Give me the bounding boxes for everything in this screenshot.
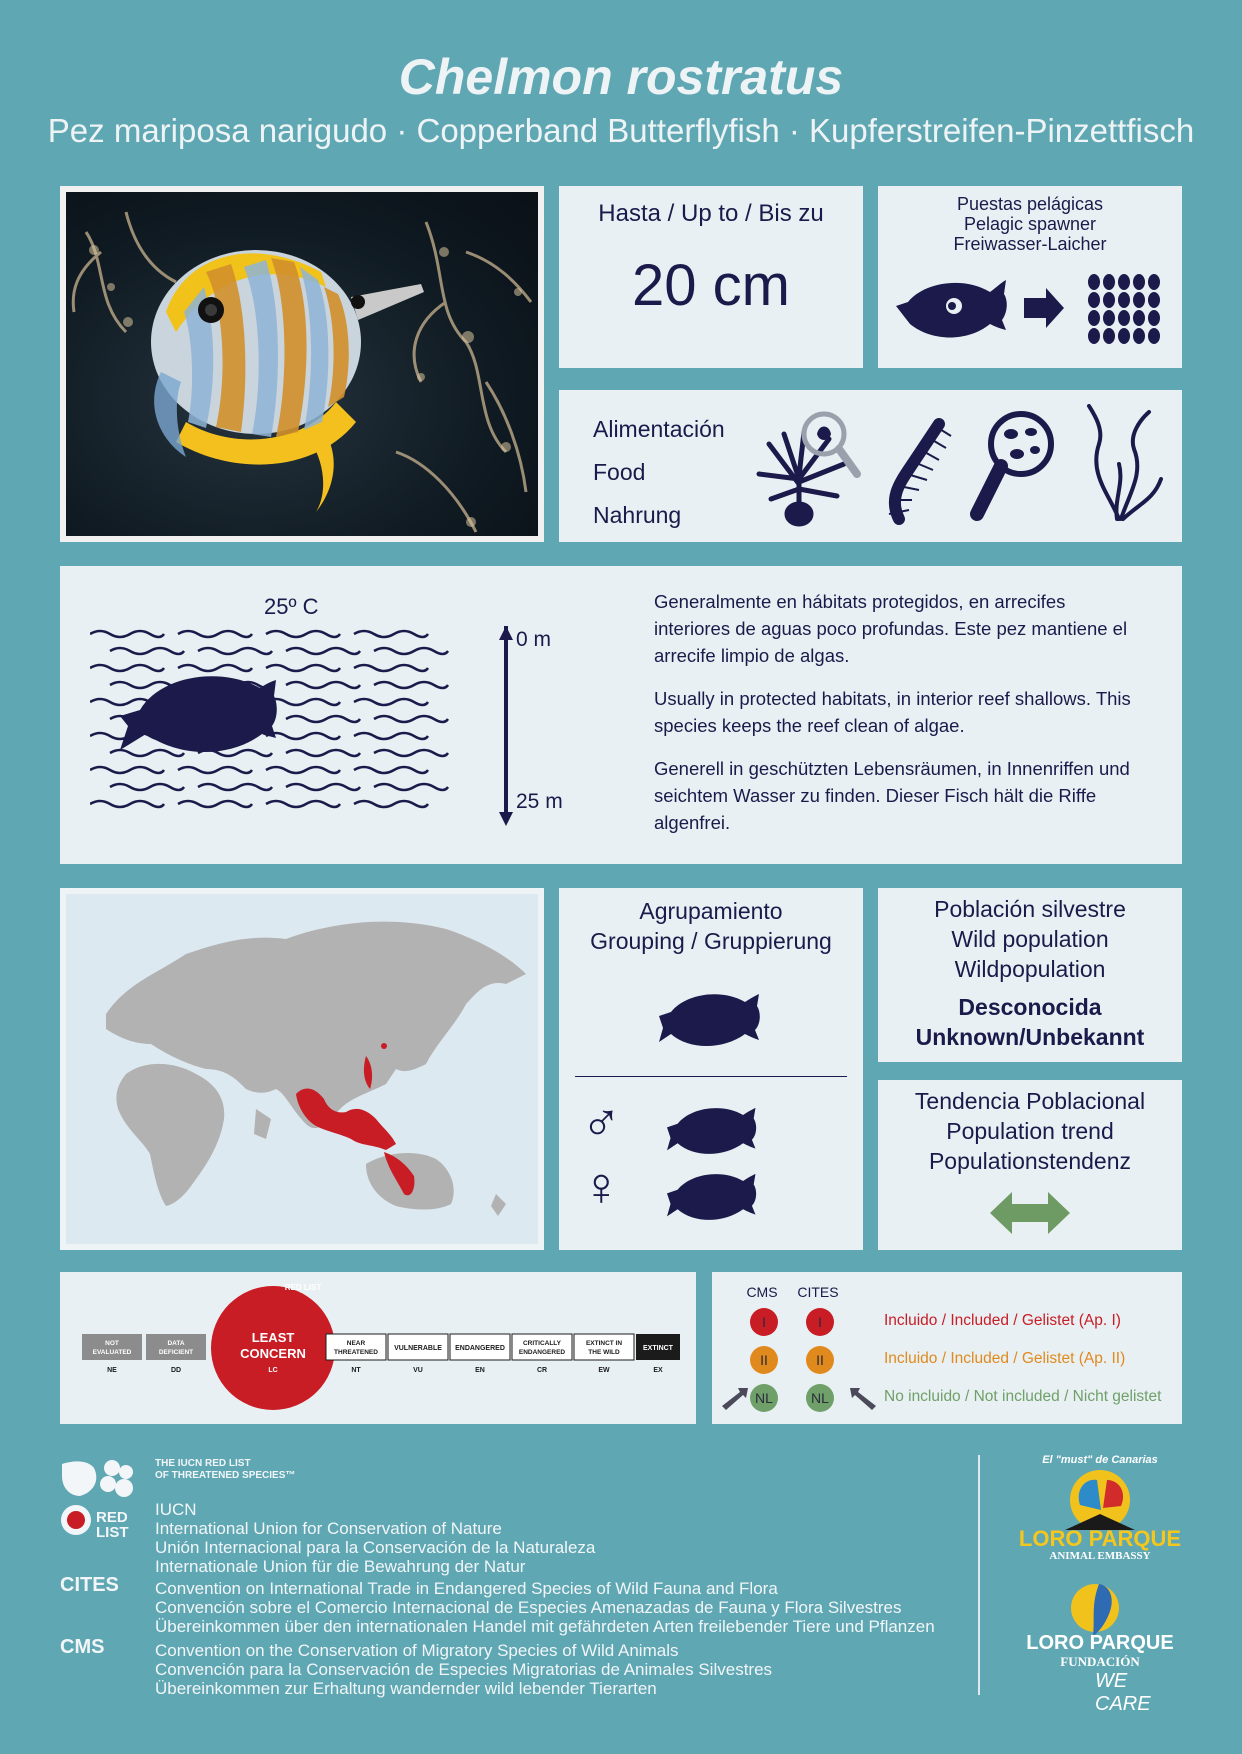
female-symbol: ♀: [581, 1157, 622, 1217]
stable-trend-double-arrow-icon: [990, 1190, 1070, 1236]
wave-line: [90, 631, 428, 637]
loro-parque-tagline: El "must" de Canarias: [1042, 1454, 1158, 1466]
depth-bottom: 25 m: [516, 790, 563, 813]
wave-line: [90, 767, 428, 773]
reproduction-line-de: Freiwasser-Laicher: [953, 234, 1107, 254]
water-temperature: 25º C: [264, 594, 319, 619]
cms-column-label: CMS: [746, 1284, 778, 1300]
food-label-de: Nahrung: [593, 502, 682, 528]
red-list-current-label: LEAST: [251, 1330, 295, 1345]
red-list-category-label: VULNERABLE: [394, 1345, 442, 1352]
red-list-current-code: LC: [268, 1367, 278, 1374]
cites-status-circle: II: [806, 1346, 834, 1374]
red-list-category-code: NT: [351, 1367, 361, 1374]
food-panel: [559, 390, 1182, 542]
male-fish-icon: [667, 1102, 759, 1158]
conventions-panel: [712, 1272, 1182, 1424]
food-icons: [749, 404, 1169, 529]
red-list-category-label: NOT: [105, 1340, 119, 1347]
red-list-category-code: EN: [475, 1367, 485, 1374]
worm-icon: [889, 424, 951, 519]
red-list-category-dd: [146, 1334, 206, 1360]
distribution-map-panel: [60, 888, 544, 1250]
redlist-title-line2: OF THREATENED SPECIES™: [155, 1470, 296, 1481]
red-list-category-cr: [512, 1334, 572, 1360]
wave-line: [110, 648, 448, 654]
wild-population-status-es: Desconocida: [958, 994, 1102, 1020]
grouping-label-es: Agrupamiento: [639, 898, 783, 924]
red-list-category-label: ENDANGERED: [518, 1349, 566, 1356]
red-list-category-code: EX: [653, 1367, 663, 1374]
red-list-category-label: DATA: [167, 1340, 185, 1347]
red-list-category-label: THE WILD: [588, 1349, 620, 1356]
grouping-panel: [559, 888, 863, 1250]
footer-divider: [978, 1455, 980, 1695]
copperband-butterflyfish-image: [66, 192, 538, 536]
common-names: Pez mariposa narigudo · Copperband Butterflyfish · Kupferstreifen-Pinzettfisch: [47, 112, 1195, 149]
wave-line: [110, 682, 448, 688]
cms-selection-arrow-icon: [720, 1386, 750, 1410]
size-label: Hasta / Up to / Bis zu: [598, 200, 824, 227]
solitary-fish-icon: [659, 988, 763, 1050]
fundacion-name: LORO PARQUE: [1026, 1632, 1174, 1654]
habitat-panel: [60, 566, 1182, 864]
male-symbol: ♂: [581, 1093, 622, 1153]
wild-population-panel: [878, 888, 1182, 1062]
red-list-category-label: EVALUATED: [92, 1349, 132, 1356]
loro-parque-name: LORO PARQUE: [1018, 1526, 1182, 1551]
convention-status-label: No incluido / Not included / Nicht gelistet: [884, 1388, 1162, 1405]
trend-label-de: Populationstendenz: [928, 1148, 1132, 1174]
fundacion-slogan: WE CARE: [1095, 1670, 1151, 1715]
algae-icon: [1089, 406, 1161, 519]
red-list-category-nt: [326, 1334, 386, 1360]
cms-line-en: Convention on the Conservation of Migratory Species of Wild Animals: [155, 1641, 679, 1660]
red-list-category-code: CR: [536, 1367, 548, 1374]
habitat-text-es: Generalmente en hábitats protegidos, en arrecifes interiores de aguas poco profundas. Este pez mantiene el arrecife limpio de algas.: [654, 591, 1128, 666]
red-list-category-label: EXTINCT IN: [585, 1340, 623, 1347]
red-list-category-label: THREATENED: [334, 1349, 378, 1356]
wave-line: [90, 665, 428, 671]
eggs-icon: [1088, 274, 1160, 344]
depth-top: 0 m: [516, 628, 552, 651]
red-list-scale: [60, 1272, 696, 1424]
cms-line-de: Übereinkommen zur Erhaltung wandernder wild lebender Tierarten: [155, 1679, 657, 1698]
fundacion-subtitle: FUNDACIÓN: [1060, 1654, 1140, 1669]
reproduction-panel: [878, 186, 1182, 368]
iucn-line-de: Internationale Union für die Bewahrung der Natur: [155, 1557, 526, 1576]
cites-selection-arrow-icon: [848, 1386, 878, 1410]
food-label-es: Alimentación: [593, 416, 725, 442]
red-list-category-code: DD: [170, 1367, 182, 1374]
cites-label: CITES: [60, 1574, 119, 1596]
red-list-badge-text: RED LIST: [96, 1509, 129, 1541]
convention-status-label: Incluido / Included / Gelistet (Ap. I): [884, 1312, 1121, 1329]
distribution-map: [66, 894, 538, 1244]
fundacion-parrot-icon: [1015, 1580, 1185, 1636]
loro-parque-logo: [1015, 1450, 1185, 1565]
red-list-category-code: VU: [413, 1367, 423, 1374]
convention-status-label: Incluido / Included / Gelistet (Ap. II): [884, 1350, 1126, 1367]
female-fish-icon: [667, 1168, 759, 1224]
grouping-divider: [575, 1076, 847, 1077]
wild-population-en: Wild population: [951, 926, 1109, 952]
red-list-category-label: CRITICALLY: [522, 1340, 562, 1347]
red-list-current-label: CONCERN: [240, 1346, 306, 1361]
cms-label: CMS: [60, 1636, 105, 1658]
wave-line: [110, 750, 448, 756]
red-list-category-label: DEFICIENT: [158, 1349, 194, 1356]
iucn-label: IUCN: [155, 1500, 197, 1519]
cms-status-circle: NL: [750, 1384, 778, 1412]
food-label-en: Food: [593, 459, 646, 485]
habitat-text-en: Usually in protected habitats, in interior reef shallows. This species keeps the reef clean of algae.: [654, 688, 1131, 736]
loro-parque-fundacion-logo: [1015, 1580, 1185, 1715]
cites-line-de: Übereinkommen über den internationalen Handel mit gefährdeten Arten freilebender Tiere und Pflanzen: [155, 1617, 935, 1636]
pelagic-spawning-icons: [894, 272, 1174, 352]
loro-parque-subtitle: ANIMAL EMBASSY: [1049, 1550, 1151, 1562]
reproduction-line-en: Pelagic spawner: [963, 214, 1097, 234]
wave-line: [90, 801, 428, 807]
cites-status-circle: I: [806, 1308, 834, 1336]
trend-label-es: Tendencia Poblacional: [914, 1088, 1146, 1114]
redlist-title-line1: THE IUCN RED LIST: [155, 1458, 251, 1469]
red-list-category-label: ENDANGERED: [455, 1345, 505, 1352]
population-trend-panel: [878, 1080, 1182, 1250]
red-list-category-code: NE: [107, 1367, 117, 1374]
cms-status-circle: I: [750, 1308, 778, 1336]
scientific-name: Chelmon rostratus: [398, 49, 844, 105]
landmasses: [106, 922, 526, 1216]
cites-column-label: CITES: [797, 1284, 839, 1300]
trend-label-en: Population trend: [946, 1118, 1114, 1144]
wave-line: [110, 784, 448, 790]
wild-population-de: Wildpopulation: [954, 956, 1106, 982]
iucn-line-es: Unión Internacional para la Conservación de la Naturaleza: [155, 1538, 596, 1557]
red-list-category-code: EW: [598, 1367, 610, 1374]
red-list-category-label: NEAR: [346, 1340, 366, 1347]
size-panel: [559, 186, 863, 368]
reproduction-line-es: Puestas pelágicas: [956, 194, 1104, 214]
wild-population-es: Población silvestre: [934, 896, 1126, 922]
grouping-label-en-de: Grouping / Gruppierung: [590, 928, 832, 954]
arrow-right-icon: [1024, 288, 1064, 328]
cms-status-circle: II: [750, 1346, 778, 1374]
species-photo: [60, 186, 544, 542]
iucn-line-en: International Union for Conservation of Nature: [155, 1519, 502, 1538]
cites-line-en: Convention on International Trade in Endangered Species of Wild Fauna and Flora: [155, 1579, 778, 1598]
cites-line-es: Convención sobre el Comercio Internacional de Especies Amenazadas de Fauna y Flora Silvestres: [155, 1598, 902, 1617]
iucn-red-list-panel: [60, 1272, 696, 1424]
red-list-category-label: EXTINCT: [643, 1345, 673, 1352]
coral-polyp-icon: [759, 414, 857, 524]
cites-status-circle: NL: [806, 1384, 834, 1412]
fish-icon: [896, 280, 1007, 338]
cms-line-es: Convención para la Conservación de Especies Migratorias de Animales Silvestres: [155, 1660, 773, 1679]
red-list-badge: RED LIST: [284, 1283, 322, 1292]
size-value: 20 cm: [632, 253, 790, 318]
wild-population-status-en-de: Unknown/Unbekannt: [915, 1024, 1145, 1050]
habitat-text-de: Generell in geschützten Lebensräumen, in Innenriffen und seichtem Wasser zu finden. Dieser Fisch hält die Riffe algenfrei.: [654, 758, 1130, 833]
habitat-depth-illustration: [90, 626, 560, 826]
red-list-category-ne: [82, 1334, 142, 1360]
zooplankton-magnifier-icon: [977, 414, 1051, 514]
red-list-category-ew: [574, 1334, 634, 1360]
